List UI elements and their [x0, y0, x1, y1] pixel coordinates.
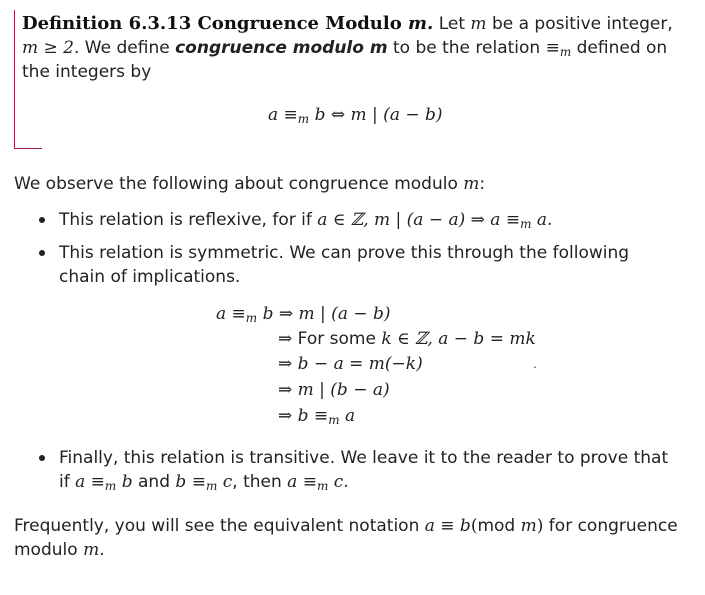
- bullet-reflexive-sub: m: [520, 217, 532, 231]
- notation-text-a: Frequently, you will see the equivalent notation: [14, 516, 425, 536]
- notation-mod-var: m: [515, 516, 537, 536]
- notation-period: .: [99, 540, 105, 560]
- observation-text: We observe the following about congruence modulo: [14, 174, 464, 194]
- definition-display-equation: [268, 103, 443, 127]
- notation-paren-open: (: [470, 516, 478, 536]
- definition-emphasis: congruence modulo m: [175, 38, 388, 58]
- bullet-transitive-sub1: m: [104, 479, 117, 493]
- chain-l1a: a ≡: [216, 304, 246, 324]
- chain-line-2: [278, 327, 536, 351]
- bullet-transitive-m2: b ≡: [175, 472, 206, 492]
- definition-var-m: m: [470, 14, 487, 34]
- bullet-transitive-text: Finally, this relation is transitive. We leave it to the reader to prove that if: [59, 448, 669, 492]
- definition-title: Definition 6.3.13 Congruence Modulo: [22, 13, 408, 34]
- bullet-symmetric-text: This relation is symmetric. We can prove this through the following chain of implications.: [59, 243, 630, 287]
- observation-intro: [14, 172, 485, 196]
- bullet-reflexive: [59, 208, 679, 232]
- chain-line-1: [216, 302, 391, 326]
- notation-text-b: for congruence modulo: [14, 516, 678, 560]
- bullet-symmetric: [59, 241, 679, 289]
- chain-l5-sub: m: [328, 413, 340, 427]
- definition-line2b: to be the relation: [387, 38, 546, 58]
- bullet-transitive-then: , then: [232, 472, 288, 492]
- notation-paragraph: [14, 514, 684, 562]
- bullet-transitive-m1: a ≡: [75, 472, 105, 492]
- chain-line-3: [278, 352, 423, 376]
- definition-text: [22, 12, 682, 84]
- chain-line-5: [278, 404, 355, 428]
- definition-relation: ≡: [545, 38, 560, 58]
- definition-title-var: m.: [408, 13, 434, 34]
- chain-l1-sub: m: [245, 311, 258, 325]
- bullet-transitive-m3: a ≡: [287, 472, 317, 492]
- chain-l2-text: For some: [297, 329, 382, 349]
- display-eq-left: a ≡: [268, 105, 298, 125]
- observation-var: m: [463, 174, 480, 194]
- display-eq-sub: m: [297, 112, 310, 126]
- bullet-transitive-sub2: m: [205, 479, 218, 493]
- bullet-reflexive-math-end: a.: [531, 210, 553, 230]
- chain-l2-math: k ∈ ℤ, a − b = mk: [381, 329, 536, 349]
- chain-l5b: a: [339, 406, 356, 426]
- notation-var: m: [83, 540, 100, 560]
- chain-l1b: b ⇒ m | (a − b): [257, 304, 391, 324]
- definition-line2a: . We define: [74, 38, 176, 58]
- bullet-transitive-and: and: [132, 472, 176, 492]
- stray-dot: .: [533, 357, 537, 371]
- bullet-transitive-sub3: m: [316, 479, 329, 493]
- observation-colon: :: [479, 174, 486, 194]
- bullet-reflexive-text: This relation is reflexive, for if: [59, 210, 318, 230]
- chain-l3: ⇒ b − a = m(−k): [278, 354, 423, 374]
- definition-condition: m ≥ 2: [22, 38, 74, 58]
- bullet-transitive-m3-end: c.: [328, 472, 349, 492]
- chain-l5a: ⇒ b ≡: [278, 406, 329, 426]
- chain-l2-arrow: ⇒: [278, 329, 298, 349]
- notation-mod: mod: [477, 516, 516, 536]
- display-eq-right: b ⇔ m | (a − b): [309, 105, 443, 125]
- notation-math: a ≡ b: [424, 516, 471, 536]
- bullet-transitive-m1-end: b: [116, 472, 133, 492]
- notation-paren-close: ): [536, 516, 544, 536]
- definition-relation-sub: m: [559, 45, 572, 59]
- chain-line-4: [278, 378, 390, 402]
- definition-line1b: be a positive integer,: [486, 14, 673, 34]
- definition-line1a: Let: [433, 14, 471, 34]
- bullet-reflexive-math: a ∈ ℤ, m | (a − a) ⇒ a ≡: [317, 210, 521, 230]
- definition-line2c: defined on the integers by: [22, 38, 668, 82]
- chain-l4: ⇒ m | (b − a): [278, 380, 390, 400]
- bullet-transitive: [59, 446, 679, 494]
- bullet-transitive-m2-end: c: [217, 472, 233, 492]
